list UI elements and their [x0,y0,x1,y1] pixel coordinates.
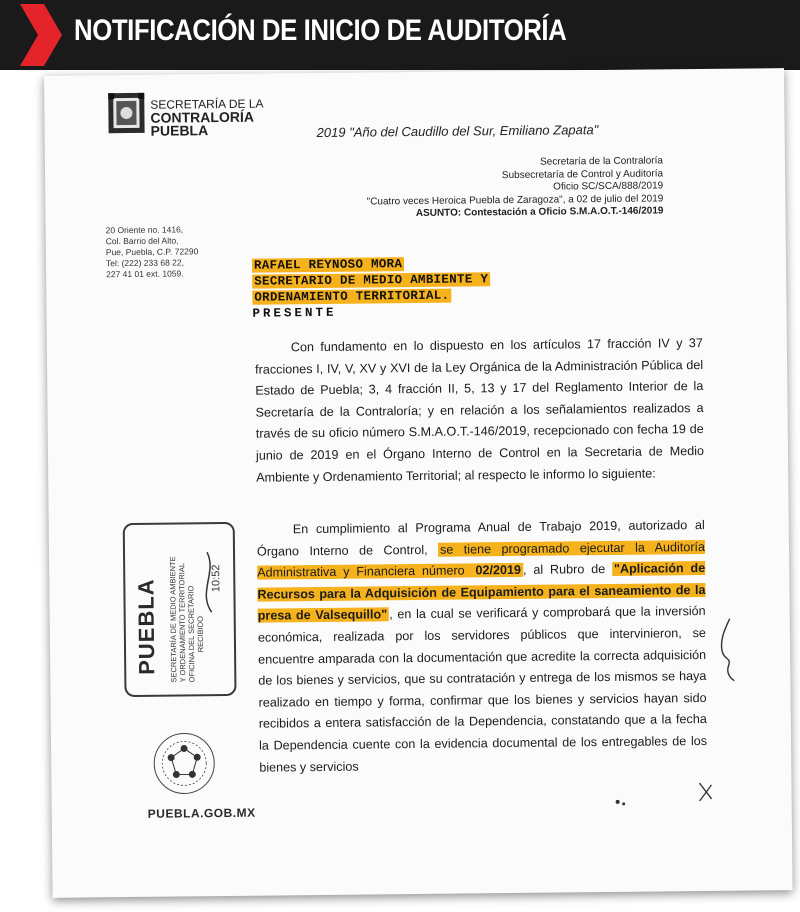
presente-label: PRESENTE [252,305,337,321]
paragraph-text: , en la cual se verificará y comprobará que la inversión económica, realizada por los servidores públicos que intervinieron, se encuentre amparada con la documentación que acredite la correcta adquisición de los bienes y servicios, que su contratación y entrega de los mismos se haya realizado en tiempo y forma, confirmar que los bienes y servicios hayan sido recibidos a entera satisfacción de la Dependencia, constatando que a la fecha la Dependencia cuente con la evidencia documental de los entregables de los bienes y servicios [257,604,708,775]
year-motto: 2019 "Año del Caudillo del Sur, Emiliano Zapata" [316,122,599,141]
address-line: 227 41 01 ext. 1059. [106,268,184,280]
office-address [106,224,199,280]
document-sheet [44,68,793,898]
subject-line: ASUNTO: Contestación a Oficio S.M.A.O.T.-146/2019 [415,205,664,219]
address-line: Tel: (222) 233 68 22, [105,257,185,269]
audit-number: 02/2019 [475,563,522,578]
highlighted-text: se tiene programado ejecutar la Auditoría Administrativa y Financiera número [257,539,706,580]
addressee-title: ORDENAMIENTO TERRITORIAL. [254,288,450,305]
reference-block [366,155,663,221]
address-line: Col. Barrio del Alto, [105,235,179,247]
org-line: CONTRALORÍA [150,108,254,126]
org-line: PUEBLA [150,122,209,139]
chevron-right-icon [0,0,70,70]
paragraph-text: , al Rubro de [522,562,613,578]
body-paragraph-2 [257,515,708,779]
addressee-name: RAFAEL REYNOSO MORA [253,257,403,273]
org-line: SECRETARÍA DE LA [150,96,264,112]
address-line: Pue, Puebla, C.P. 72290 [105,246,199,258]
stamp-text: Y ORDENAMIENTO TERRITORIAL [177,562,188,683]
stamp-word: PUEBLA [133,578,160,675]
ref-line: Secretaría de la Contraloría [540,155,664,168]
ref-line: "Cuatro veces Heroica Puebla de Zaragoza", a 02 de julio del 2019 [366,192,664,208]
letterhead-org [150,98,264,138]
banner-title: NOTIFICACIÓN DE INICIO DE AUDITORÍA [74,14,567,47]
header-banner [0,0,800,70]
handwritten-mark-icon [716,617,743,683]
addressee-block [252,255,491,321]
puebla-coat-of-arms-logo [106,91,146,135]
address-line: 20 Oriente no. 1416, [105,224,184,236]
stamp-text: OFICINA DEL SECRETARIO [186,585,197,683]
body-paragraph-1: Con fundamento en lo dispuesto en los artículos 17 fracción IV y 37 fracciones I, IV, V, XV y XVI de la Ley Orgánica de la Administración Pública del Estado de Puebla; 3, 4 fracción II, 5, 13 y 17 del Reglamento Interior de la Secretaría de la Contraloría; y en relación a los señalamientos realizados a través de su oficio número S.M.A.O.T.-146/2019, recepcionado con fecha 19 de junio de 2019 en el Órgano Interno de Control en la Secretaria de Medio Ambiente y Ordenamiento Territorial; al respecto le informo lo siguiente: [255,335,705,485]
stamp-text-lines [167,532,229,687]
government-seal-icon [151,730,218,797]
audit-subject: "Aplicación de Recursos para la Adquisición de Equipamiento para el saneamiento de la presa de Valsequillo" [257,561,706,624]
received-stamp [123,522,237,697]
stamp-text: SECRETARÍA DE MEDIO AMBIENTE [168,556,179,683]
ref-line: Oficio SC/SCA/888/2019 [553,180,664,193]
handwritten-mark-icon [607,773,717,814]
stamp-text: RECIBIDO [195,615,206,653]
ref-line: Subsecretaría de Control y Auditoría [501,167,664,181]
paragraph-text: En cumplimiento al Programa Anual de Trabajo 2019, autorizado al Órgano Interno de Control, [256,517,705,559]
footer-url: PUEBLA.GOB.MX [147,805,256,821]
addressee-title: SECRETARIO DE MEDIO AMBIENTE Y [254,272,489,289]
stamp-time: 10:52 [210,564,223,593]
